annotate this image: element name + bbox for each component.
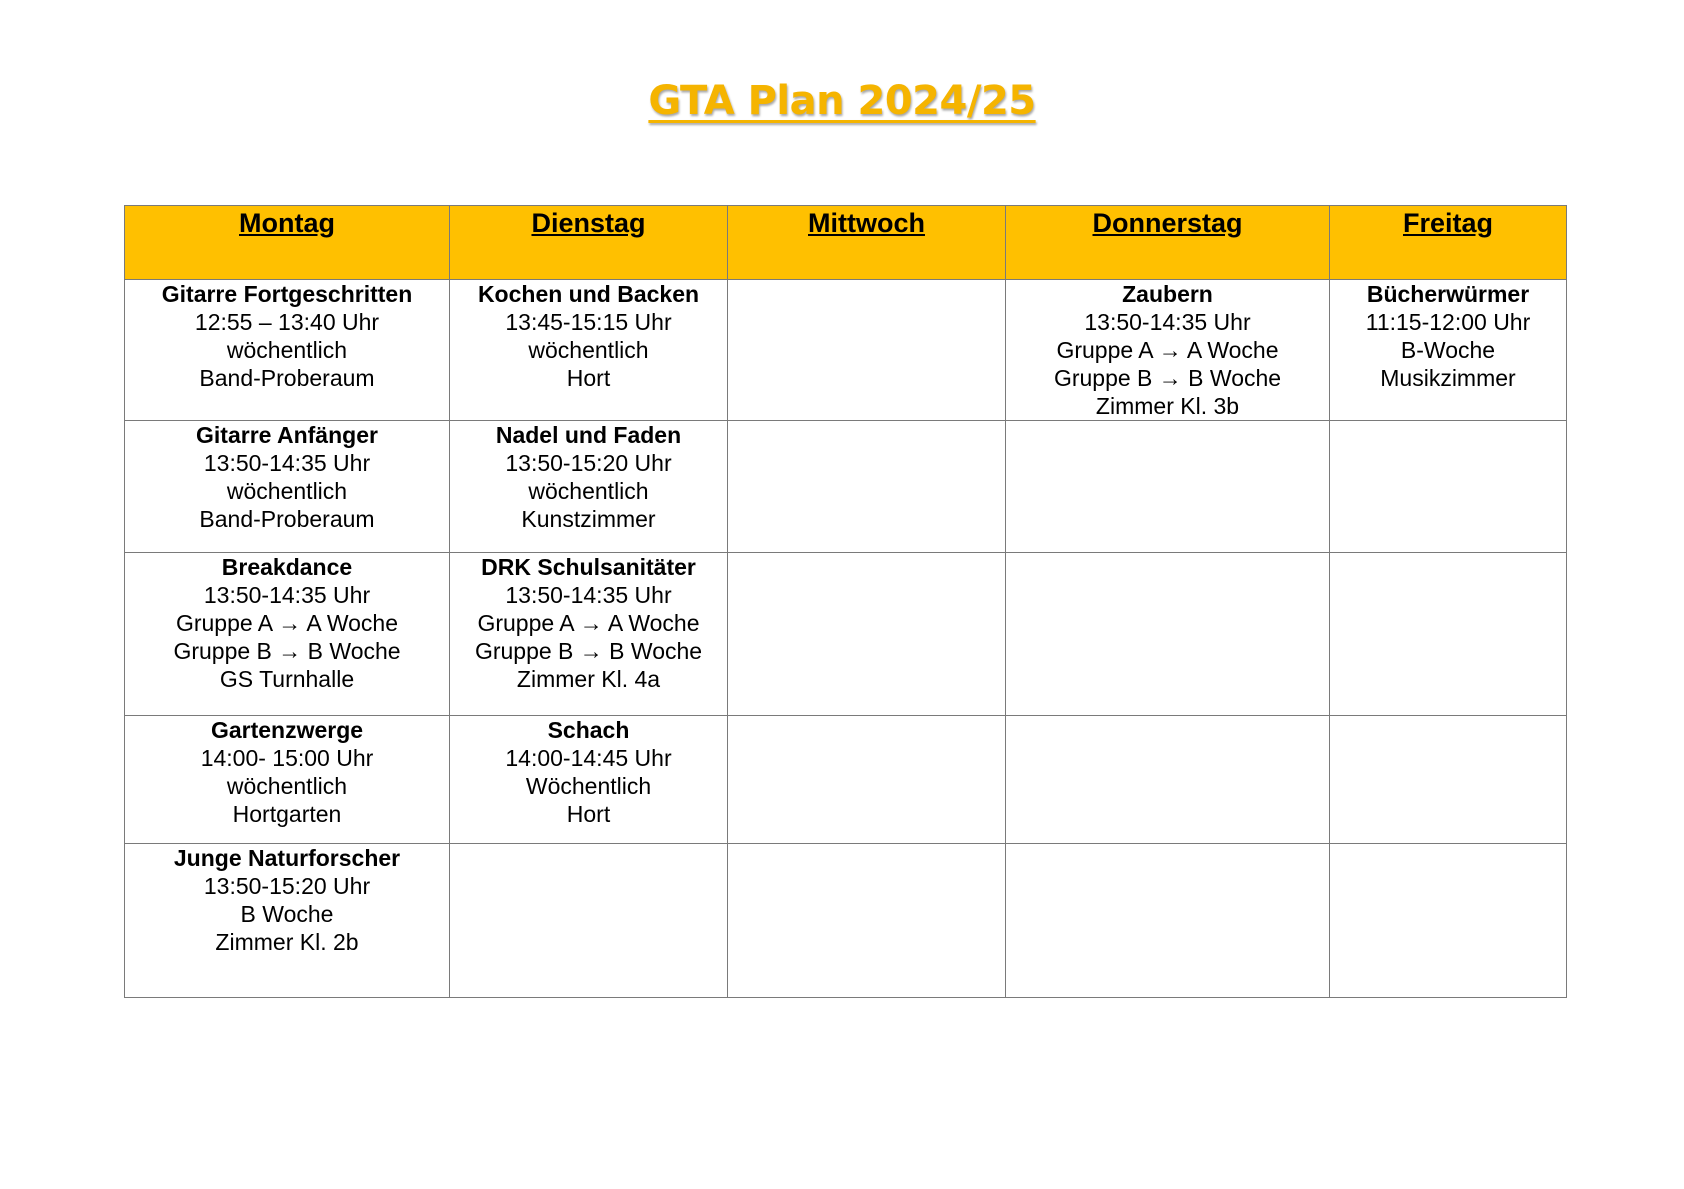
activity-cell-monday xyxy=(125,716,450,844)
activity-cell-friday xyxy=(1330,716,1567,844)
page-title: GTA Plan 2024/25 xyxy=(648,78,1036,124)
activity-cell-monday xyxy=(125,553,450,716)
activity-cell-friday xyxy=(1330,280,1567,421)
activity-detail: Kunstzimmer xyxy=(521,506,656,532)
activity-detail: GS Turnhalle xyxy=(219,666,355,692)
activity-name: DRK Schulsanitäter xyxy=(481,554,696,580)
activity-cell-thursday xyxy=(1006,553,1330,716)
activity-cell-friday xyxy=(1330,421,1567,553)
activity-cell-monday xyxy=(125,421,450,553)
activity-cell-tuesday xyxy=(450,553,728,716)
activity-detail: wöchentlich xyxy=(528,478,649,504)
activity-cell-thursday xyxy=(1006,421,1330,553)
activity-cell-thursday xyxy=(1006,844,1330,998)
activity-cell-tuesday xyxy=(450,421,728,553)
activity-detail: B Woche xyxy=(240,901,334,927)
activity-name: Junge Naturforscher xyxy=(173,845,401,871)
activity-cell-friday xyxy=(1330,844,1567,998)
day-header-friday: Freitag xyxy=(1330,206,1567,280)
activity-detail: B-Woche xyxy=(1400,337,1496,363)
activity-cell-wednesday xyxy=(728,421,1006,553)
activity-name: Zaubern xyxy=(1122,281,1213,307)
activity-detail: 13:50-14:35 Uhr xyxy=(203,450,371,476)
activity-cell-monday xyxy=(125,844,450,998)
activity-name: Nadel und Faden xyxy=(495,422,682,448)
activity-name: Schach xyxy=(547,717,630,743)
day-header-tuesday: Dienstag xyxy=(450,206,728,280)
activity-detail: Band-Proberaum xyxy=(199,365,375,391)
activity-detail: 13:50-15:20 Uhr xyxy=(505,450,672,476)
activity-detail: wöchentlich xyxy=(226,478,348,504)
table-row xyxy=(125,844,1567,998)
schedule-table xyxy=(124,205,1567,998)
activity-detail: Hort xyxy=(566,801,611,827)
activity-cell-friday xyxy=(1330,553,1567,716)
day-header-monday: Montag xyxy=(125,206,450,280)
activity-cell-thursday xyxy=(1006,280,1330,421)
table-row xyxy=(125,553,1567,716)
activity-detail: wöchentlich xyxy=(528,337,649,363)
activity-cell-tuesday xyxy=(450,844,728,998)
activity-name: Gitarre Fortgeschritten xyxy=(161,281,413,307)
activity-cell-wednesday xyxy=(728,553,1006,716)
activity-name: Breakdance xyxy=(221,554,353,580)
activity-name: Kochen und Backen xyxy=(477,281,700,307)
activity-cell-wednesday xyxy=(728,716,1006,844)
activity-cell-wednesday xyxy=(728,280,1006,421)
activity-detail: Wöchentlich xyxy=(525,773,652,799)
activity-detail: Band-Proberaum xyxy=(199,506,375,532)
activity-detail: wöchentlich xyxy=(226,773,348,799)
activity-detail: 14:00-14:45 Uhr xyxy=(505,745,672,771)
activity-detail: 13:50-14:35 Uhr xyxy=(505,582,672,608)
day-header-thursday: Donnerstag xyxy=(1006,206,1330,280)
activity-detail: 13:50-15:20 Uhr xyxy=(203,873,371,899)
activity-cell-tuesday xyxy=(450,716,728,844)
activity-detail: 13:50-14:35 Uhr xyxy=(1084,309,1251,335)
day-header-wednesday: Mittwoch xyxy=(728,206,1006,280)
table-row xyxy=(125,421,1567,553)
activity-detail: Musikzimmer xyxy=(1380,365,1516,391)
activity-name: Gitarre Anfänger xyxy=(196,422,378,448)
activity-cell-wednesday xyxy=(728,844,1006,998)
table-row xyxy=(125,716,1567,844)
activity-name: Bücherwürmer xyxy=(1366,281,1530,307)
activity-detail: Gruppe B → B Woche xyxy=(474,638,703,664)
activity-cell-monday xyxy=(125,280,450,421)
activity-detail: Gruppe B → B Woche xyxy=(1053,365,1282,391)
activity-detail: 14:00- 15:00 Uhr xyxy=(200,745,374,771)
schedule-body xyxy=(125,280,1567,998)
activity-detail: 13:45-15:15 Uhr xyxy=(505,309,672,335)
activity-detail: 11:15-12:00 Uhr xyxy=(1365,309,1531,335)
activity-name: Gartenzwerge xyxy=(210,717,364,743)
activity-detail: Zimmer Kl. 2b xyxy=(215,929,359,955)
table-row xyxy=(125,280,1567,421)
activity-detail: Zimmer Kl. 4a xyxy=(516,666,661,692)
activity-detail: Hort xyxy=(566,365,611,391)
activity-detail: 13:50-14:35 Uhr xyxy=(203,582,371,608)
activity-detail: 12:55 – 13:40 Uhr xyxy=(194,309,380,335)
activity-cell-tuesday xyxy=(450,280,728,421)
activity-detail: Gruppe A → A Woche xyxy=(175,610,399,636)
activity-detail: Gruppe B → B Woche xyxy=(173,638,401,664)
activity-cell-thursday xyxy=(1006,716,1330,844)
header-row xyxy=(125,206,1567,280)
activity-detail: Zimmer Kl. 3b xyxy=(1095,393,1240,419)
activity-detail: Hortgarten xyxy=(232,801,342,827)
activity-detail: Gruppe A → A Woche xyxy=(1056,337,1279,363)
activity-detail: wöchentlich xyxy=(226,337,348,363)
activity-detail: Gruppe A → A Woche xyxy=(477,610,700,636)
